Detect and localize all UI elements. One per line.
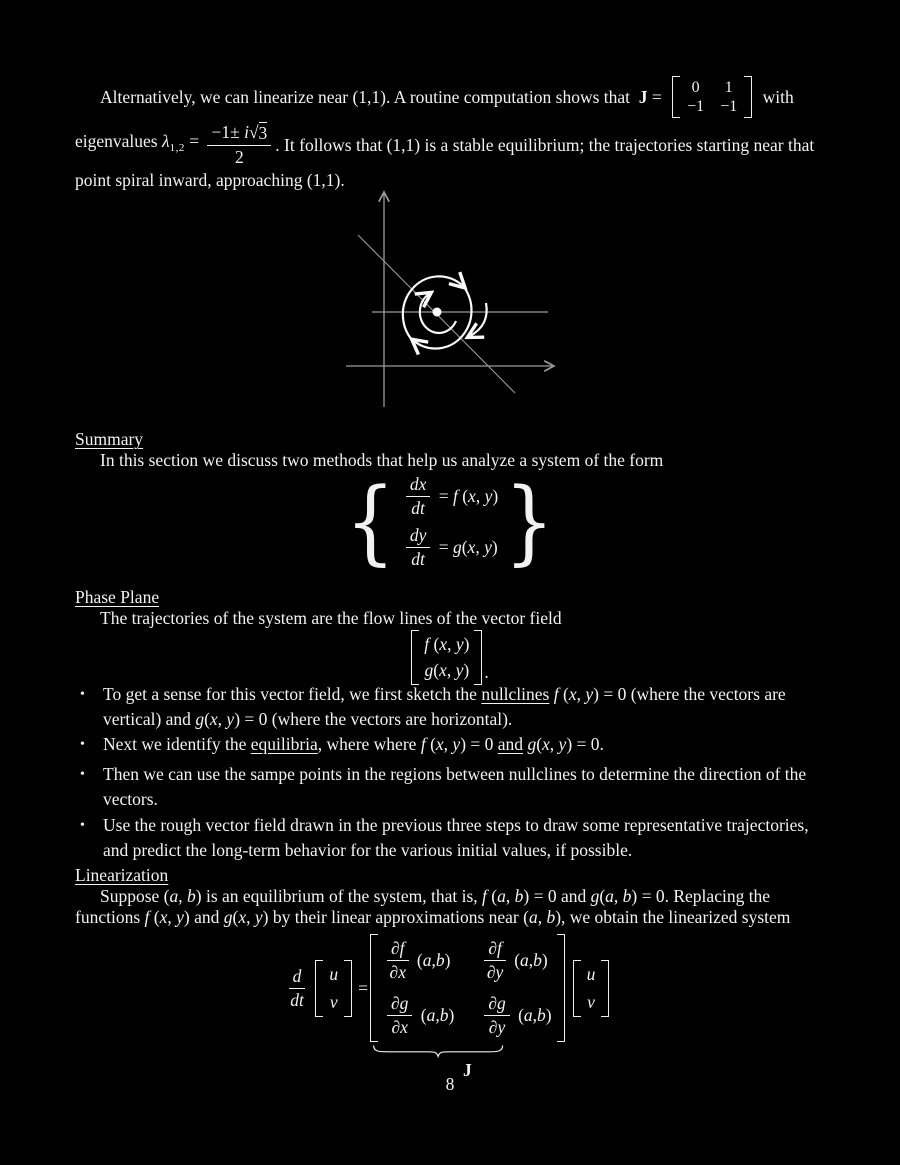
text-segment: (	[433, 660, 440, 680]
text-segment: i	[244, 122, 249, 142]
text-segment: (	[558, 684, 569, 704]
text-segment: x	[468, 486, 476, 506]
text-segment: =	[184, 131, 204, 151]
text-segment: x	[238, 907, 247, 927]
linearized-system-equation	[285, 934, 616, 1080]
system-rows	[402, 474, 498, 570]
text-segment: ,	[475, 537, 485, 557]
text-segment: ,	[217, 709, 227, 729]
text-segment: and	[497, 734, 524, 754]
right-bracket	[601, 960, 609, 1017]
text-segment: , where where	[317, 734, 421, 754]
vector-row-g	[424, 658, 469, 683]
partial-numerator: ∂g	[387, 993, 412, 1016]
left-bracket	[672, 76, 680, 118]
vector-field-block	[0, 630, 900, 685]
text-segment: ) is an equilibrium of the system, that is,	[195, 886, 483, 906]
text-segment: f	[482, 886, 487, 906]
text-segment: =	[434, 537, 453, 557]
text-segment: x	[439, 660, 447, 680]
dy-dt-fraction	[406, 525, 431, 570]
bullet-text	[103, 732, 836, 757]
d-dt-fraction	[289, 966, 306, 1011]
phase-portrait-figure	[318, 184, 568, 416]
partial-denominator: ∂x	[391, 1017, 408, 1037]
text-segment: x	[439, 634, 448, 654]
right-bracket	[744, 76, 752, 118]
left-bracket	[411, 630, 419, 685]
left-bracket	[370, 934, 378, 1042]
text-segment: Then we can use the sampe points in the regions between nullclines to determine the direction of the vectors.	[103, 764, 807, 809]
system-row-2	[402, 525, 498, 570]
text-segment: To get a sense for this vector field, we first sketch the	[103, 684, 482, 704]
line2-text	[75, 129, 203, 161]
v-entry: v	[587, 991, 595, 1012]
left-curly-brace: {	[345, 468, 396, 575]
text-segment: a	[426, 1005, 436, 1025]
text-segment: y	[176, 907, 184, 927]
fraction-denominator: 2	[235, 147, 244, 167]
text-segment: ,	[446, 660, 456, 680]
text-segment: J	[638, 86, 648, 107]
summary-intro-text: In this section we discuss two methods that help us analyze a system of the form	[100, 450, 664, 470]
fraction-denominator: dt	[411, 498, 425, 518]
matrix-cell: −1	[687, 98, 705, 115]
text-segment: x	[542, 734, 550, 754]
text-segment: x	[209, 709, 218, 729]
text-segment: y	[484, 537, 492, 557]
vector-field-matrix	[411, 630, 489, 685]
text-segment: )	[492, 486, 499, 506]
text-segment: Alternatively, we can linearize near (1,1). A routine computation shows that	[100, 86, 639, 107]
text-segment: b	[533, 950, 542, 970]
matrix-cells	[685, 76, 739, 118]
text-segment: −1±	[211, 122, 245, 142]
line1-text-after	[758, 85, 794, 110]
text-segment: Suppose (	[100, 886, 170, 906]
text-segment: (	[416, 1005, 427, 1025]
text-segment: . It follows that (1,1) is a stable equilibrium; the trajectories starting near that	[275, 134, 815, 155]
underbrace	[372, 1044, 504, 1058]
text-segment: ,	[475, 486, 485, 506]
bullet-equilibria	[80, 732, 836, 757]
text-segment: ,	[246, 907, 255, 927]
left-bracket	[315, 960, 323, 1017]
line3-text	[75, 168, 345, 193]
text-segment: ,	[178, 886, 188, 906]
text-segment: a	[523, 1005, 533, 1025]
text-segment: y	[226, 709, 235, 729]
text-segment: Use the rough vector field drawn in the previous three steps to draw some representative trajectories, and predict the long-term behavior for the various initial values, if possible.	[103, 815, 809, 860]
text-segment: f	[424, 634, 430, 654]
text-segment: nullclines	[481, 684, 550, 704]
text-segment: b	[622, 886, 632, 906]
text-segment: ,	[435, 1005, 440, 1025]
eigenvalue-fraction	[207, 122, 271, 168]
text-segment: ,	[537, 907, 547, 927]
text-segment: point spiral inward, approaching (1,1).	[75, 170, 345, 190]
text-segment: (	[461, 537, 468, 557]
bullet-sample-points	[80, 762, 836, 812]
text-segment: λ	[161, 131, 170, 151]
text-segment: ) = 0 (where the vectors are vertical) and	[103, 684, 786, 729]
text-segment: ) = 0 and	[523, 886, 591, 906]
jacobian-cell-11	[383, 938, 454, 983]
cell-args	[510, 948, 548, 973]
text-segment: a	[422, 950, 432, 970]
text-segment: (	[425, 734, 436, 754]
equation-rhs	[434, 535, 497, 560]
text-segment: ) = 0	[460, 734, 498, 754]
page-number	[0, 1072, 900, 1097]
text-segment: a	[520, 950, 529, 970]
text-segment: g	[424, 660, 434, 680]
text-segment: ) = 0 (where the vectors are horizontal).	[234, 709, 513, 729]
matrix-cell: −1	[720, 98, 738, 115]
fraction-numerator: dx	[406, 474, 431, 497]
text-segment: a	[497, 886, 506, 906]
cell-args	[514, 1003, 552, 1028]
partial-numerator: ∂f	[484, 938, 506, 961]
text-segment: )	[541, 950, 548, 970]
text-segment: )	[444, 950, 451, 970]
uv-column-right	[573, 960, 610, 1017]
v-entry: v	[329, 991, 338, 1012]
text-segment: ,	[505, 886, 515, 906]
left-bracket	[573, 960, 581, 1017]
jacobian-cells	[383, 934, 552, 1042]
bullet-text	[103, 762, 836, 812]
text-segment: )	[463, 634, 470, 654]
right-curly-brace: }	[504, 468, 555, 575]
text-segment: ,	[532, 1005, 538, 1025]
bullet-trajectories	[80, 813, 836, 863]
text-segment: f	[553, 684, 559, 704]
bullet-marker: •	[80, 687, 85, 702]
jacobian-matrix	[370, 934, 565, 1080]
partial-numerator: ∂g	[484, 993, 509, 1016]
text-segment: (	[486, 886, 498, 906]
text-segment: b	[439, 1005, 449, 1025]
text-segment: x	[159, 907, 168, 927]
partial-denominator: ∂x	[389, 962, 406, 982]
system-equation	[341, 468, 558, 575]
text-segment: ) by their linear approximations near (	[262, 907, 529, 927]
text-segment: (	[204, 709, 210, 729]
linearization-line2	[75, 905, 790, 930]
phase-plane-intro-text: The trajectories of the system are the flow lines of the vector field	[100, 608, 562, 628]
text-segment: b	[187, 886, 196, 906]
text-segment: b	[546, 907, 556, 927]
text-segment: g	[590, 886, 600, 906]
text-segment: )	[545, 1005, 552, 1025]
text-segment: ) = 0.	[566, 734, 604, 754]
text-segment: y	[254, 907, 263, 927]
text-segment: =	[434, 486, 453, 506]
text-segment: ,	[528, 950, 534, 970]
text-segment: b	[435, 950, 445, 970]
text-segment: g	[195, 709, 205, 729]
equilibrium-point	[433, 308, 442, 317]
uv-column-left	[315, 960, 352, 1017]
text-segment: ,	[549, 734, 559, 754]
system-row-1	[402, 474, 498, 519]
text-segment: (	[536, 734, 543, 754]
summary-heading-text: Summary	[75, 429, 144, 449]
text-segment: (	[457, 486, 469, 506]
line2-text-after	[275, 133, 814, 158]
u-entry: u	[329, 963, 339, 984]
equation-rhs	[434, 484, 498, 509]
spiral-trajectory-outer-bottom	[414, 286, 471, 349]
cell-args	[416, 1003, 454, 1028]
text-segment: ,	[613, 886, 623, 906]
text-segment: equilibria	[250, 734, 318, 754]
page-number-text: 8	[445, 1074, 455, 1094]
fraction-denominator: dt	[411, 549, 425, 569]
system-equation-block	[0, 468, 900, 575]
cell-args	[413, 948, 451, 973]
text-segment: ,	[167, 907, 177, 927]
line1-text	[100, 85, 666, 110]
jacobian-cell-22	[480, 993, 551, 1038]
text-segment: with	[758, 86, 794, 107]
text-segment: (	[412, 950, 423, 970]
text-segment: √	[248, 122, 259, 142]
bullet-marker: •	[80, 818, 85, 833]
bullet-marker: •	[80, 737, 85, 752]
text-segment: ) = 0. Replacing the	[631, 886, 771, 906]
text-segment: ,	[447, 634, 456, 654]
right-bracket	[344, 960, 352, 1017]
bullet-marker: •	[80, 767, 85, 782]
text-segment: ,	[443, 734, 453, 754]
text-segment: (	[513, 1005, 524, 1025]
text-segment: a	[169, 886, 179, 906]
right-bracket	[557, 934, 565, 1042]
text-segment: x	[467, 537, 476, 557]
text-segment: y	[484, 486, 493, 506]
text-segment: y	[455, 660, 464, 680]
u-entry: u	[586, 963, 596, 984]
paragraph-linearize-line1	[75, 74, 865, 120]
jacobian-label: J	[462, 1060, 472, 1080]
phase-plane-intro	[100, 606, 562, 631]
bullet-text	[103, 682, 836, 732]
fraction-numerator: dy	[406, 525, 431, 548]
linearization-heading-text: Linearization	[75, 865, 169, 885]
text-segment: 3	[258, 123, 268, 143]
text-segment: ), we obtain the linearized system	[555, 907, 791, 927]
partial-numerator: ∂f	[387, 938, 409, 961]
text-segment: (	[599, 886, 606, 906]
text-segment: 1,2	[169, 142, 185, 154]
text-segment: )	[448, 1005, 455, 1025]
text-segment: ) and	[183, 907, 224, 927]
right-bracket	[474, 630, 482, 685]
dx-dt-fraction	[406, 474, 431, 519]
text-segment: b	[537, 1005, 546, 1025]
paragraph-linearize-line3	[75, 168, 345, 193]
text-segment: f	[452, 486, 458, 506]
text-segment: g	[223, 907, 233, 927]
text-segment: a	[605, 886, 614, 906]
jacobian-cell-12	[480, 938, 551, 983]
text-segment: y	[585, 684, 594, 704]
text-segment: y	[455, 634, 464, 654]
text-segment: )	[463, 660, 470, 680]
vector-rows	[424, 630, 469, 685]
matrix-cell: 1	[724, 79, 733, 96]
partial-denominator: ∂y	[488, 1017, 506, 1037]
text-segment: (	[429, 634, 440, 654]
text-segment: g	[527, 734, 537, 754]
text-segment: ,	[576, 684, 586, 704]
linearized-system-block	[0, 934, 900, 1080]
bullet-nullclines	[80, 682, 836, 732]
text-segment: (	[509, 950, 521, 970]
jacobian-inline-matrix	[672, 76, 752, 118]
text-segment: f	[420, 734, 426, 754]
text-segment: f	[144, 907, 150, 927]
text-segment: (	[232, 907, 239, 927]
matrix-cell: 0	[691, 79, 700, 96]
partial-denominator: ∂y	[486, 962, 504, 982]
text-segment: ,	[431, 950, 436, 970]
jacobian-cell-21	[383, 993, 454, 1038]
bullet-text	[103, 813, 836, 863]
fraction-numerator: d	[289, 966, 306, 989]
text-segment: y	[452, 734, 461, 754]
paragraph-linearize-line2	[75, 118, 814, 172]
text-segment: functions	[75, 907, 145, 927]
equals-sign: =	[358, 977, 368, 998]
text-segment: eigenvalues	[75, 131, 162, 151]
text-segment: Next we identify the	[103, 734, 251, 754]
text-segment: b	[514, 886, 524, 906]
linearization-line1-text	[100, 886, 770, 906]
fraction-numerator	[207, 122, 271, 146]
fraction-denominator: dt	[290, 989, 304, 1010]
text-segment: )	[491, 537, 498, 557]
text-segment: =	[647, 86, 667, 107]
period: .	[484, 662, 489, 682]
linearization-line2-text	[75, 907, 790, 927]
phase-plane-heading-text: Phase Plane	[75, 587, 160, 607]
text-segment: x	[435, 734, 444, 754]
text-segment: g	[452, 537, 462, 557]
vector-row-f	[424, 632, 469, 657]
text-segment: x	[568, 684, 577, 704]
text-segment: (	[149, 907, 160, 927]
text-segment: y	[558, 734, 567, 754]
text-segment: a	[528, 907, 538, 927]
